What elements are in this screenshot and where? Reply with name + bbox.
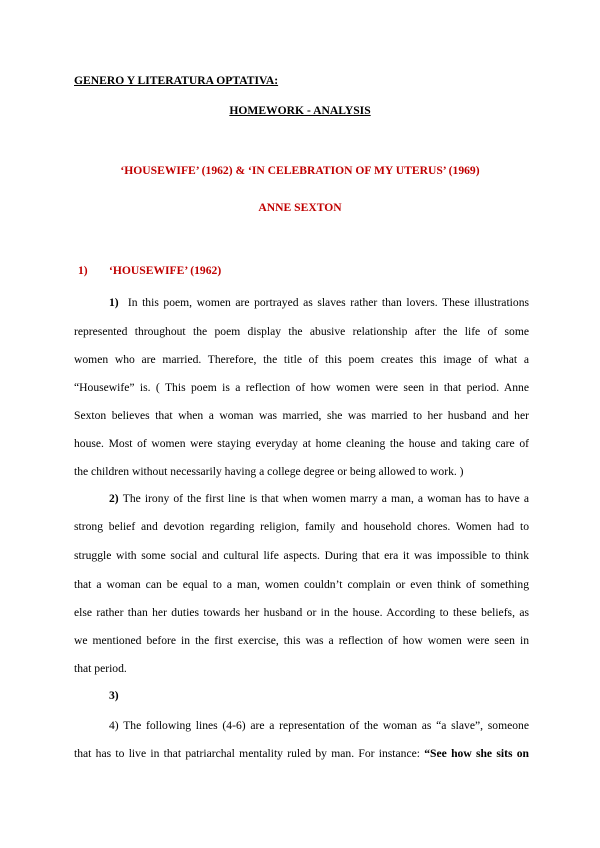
paragraph-1-line-6: house. Most of women were staying everyday at home cleaning the house and taking care of <box>74 437 529 450</box>
paragraph-1-line-2: represented throughout the poem display the abusive relationship after the life of some <box>74 325 529 338</box>
paragraph-2-line-1 <box>109 492 529 506</box>
paragraph-1-line-4: “Housewife” is. ( This poem is a reflection of how women were seen in that period. Anne <box>74 381 529 394</box>
paragraph-4-line-2 <box>74 747 529 761</box>
paragraph-2-line-4: that a woman can be equal to a man, women couldn’t complain or even think of something <box>74 578 529 591</box>
paragraph-1-line-1 <box>109 296 529 310</box>
course-title: GENERO Y LITERATURA OPTATIVA: <box>74 74 279 87</box>
paragraph-1-label: 1) <box>109 296 119 309</box>
paragraph-2-line-5: else rather than her duties towards her husband or in the house. According to these beliefs, as <box>74 606 529 619</box>
paragraph-1-line-3: women who are married. Therefore, the title of this poem creates this image of what a <box>74 353 529 366</box>
paragraph-1-text: In this poem, women are portrayed as slaves rather than lovers. These illustrations <box>127 296 529 309</box>
section-1-title: ‘HOUSEWIFE’ (1962) <box>109 264 222 277</box>
paragraph-4-text: that has to live in that patriarchal mentality ruled by man. For instance: <box>74 747 425 760</box>
paragraph-2-label: 2) <box>109 492 119 505</box>
assignment-heading: HOMEWORK - ANALYSIS <box>229 104 371 117</box>
paragraph-2-line-3: struggle with some social and cultural life aspects. During that era it was impossible to think <box>74 549 529 562</box>
paragraph-3-label: 3) <box>109 689 119 702</box>
paragraph-2-text: The irony of the first line is that when women marry a man, a woman has to have a <box>122 492 529 505</box>
paragraph-4-quote: “See how she sits on <box>424 747 529 760</box>
paragraph-2-line-2: strong belief and devotion regarding religion, family and household chores. Women had to <box>74 520 529 533</box>
poems-title: ‘HOUSEWIFE’ (1962) & ‘IN CELEBRATION OF MY UTERUS’ (1969) <box>120 164 480 177</box>
author-name: ANNE SEXTON <box>258 201 342 214</box>
paragraph-1-line-7: the children without necessarily having a college degree or being allowed to work. ) <box>74 465 464 478</box>
paragraph-2-line-7: that period. <box>74 662 127 675</box>
section-1-number: 1) <box>78 264 88 277</box>
section-1-heading <box>78 264 222 278</box>
paragraph-2-line-6: we mentioned before in the first exercise, this was a reflection of how women were seen in <box>74 634 529 647</box>
paragraph-1-line-5: Sexton believes that when a woman was married, she was married to her husband and her <box>74 409 529 422</box>
paragraph-4-line-1: 4) The following lines (4-6) are a representation of the woman as “a slave”, someone <box>109 719 529 732</box>
